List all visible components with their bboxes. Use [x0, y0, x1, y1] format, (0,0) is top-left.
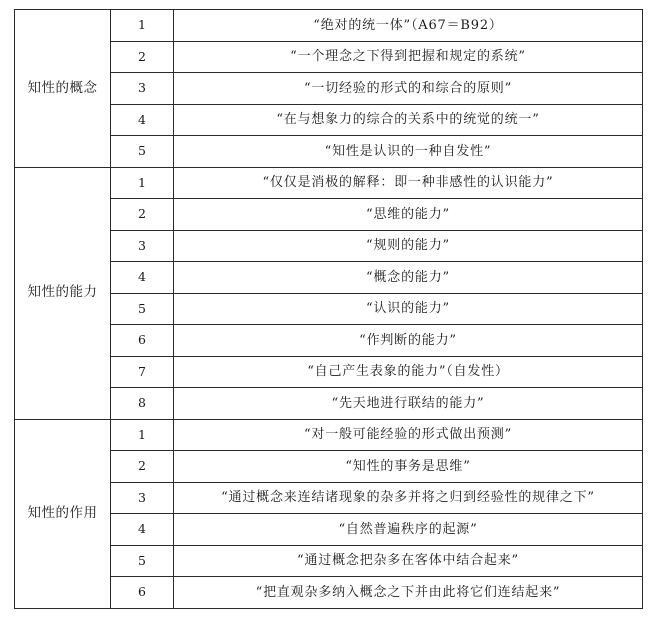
- row-number: 1: [111, 419, 174, 451]
- row-number: 2: [111, 199, 174, 231]
- row-description: “把直观杂多纳入概念之下并由此将它们连结起来”: [174, 577, 643, 609]
- category-cell-function: 知性的作用: [15, 419, 111, 608]
- table-row: [15, 10, 643, 42]
- row-number: 1: [111, 10, 174, 42]
- row-number: 5: [111, 545, 174, 577]
- concept-table: [14, 9, 643, 609]
- row-description: “仅仅是消极的解释：即一种非感性的认识能力”: [174, 167, 643, 199]
- row-description: “绝对的统一体”（A67＝B92）: [174, 10, 643, 42]
- row-number: 4: [111, 514, 174, 546]
- category-cell-ability: 知性的能力: [15, 167, 111, 419]
- row-description: “自己产生表象的能力”（自发性）: [174, 356, 643, 388]
- row-number: 3: [111, 73, 174, 105]
- row-description: “概念的能力”: [174, 262, 643, 294]
- category-cell-concept: 知性的概念: [15, 10, 111, 168]
- row-description: “知性是认识的一种自发性”: [174, 136, 643, 168]
- table-row: [15, 419, 643, 451]
- row-description: “通过概念把杂多在客体中结合起来”: [174, 545, 643, 577]
- row-number: 6: [111, 577, 174, 609]
- row-description: “一个理念之下得到把握和规定的系统”: [174, 41, 643, 73]
- row-description: “对一般可能经验的形式做出预测”: [174, 419, 643, 451]
- row-number: 5: [111, 136, 174, 168]
- row-description: “思维的能力”: [174, 199, 643, 231]
- row-number: 2: [111, 451, 174, 483]
- row-number: 3: [111, 230, 174, 262]
- row-number: 5: [111, 293, 174, 325]
- row-number: 1: [111, 167, 174, 199]
- row-description: “通过概念来连结诸现象的杂多并将之归到经验性的规律之下”: [174, 482, 643, 514]
- row-description: “知性的事务是思维”: [174, 451, 643, 483]
- row-description: “一切经验的形式的和综合的原则”: [174, 73, 643, 105]
- row-number: 3: [111, 482, 174, 514]
- row-number: 8: [111, 388, 174, 420]
- row-description: “先天地进行联结的能力”: [174, 388, 643, 420]
- row-number: 7: [111, 356, 174, 388]
- table-row: [15, 167, 643, 199]
- row-number: 2: [111, 41, 174, 73]
- row-number: 6: [111, 325, 174, 357]
- row-number: 4: [111, 262, 174, 294]
- row-description: “认识的能力”: [174, 293, 643, 325]
- row-description: “在与想象力的综合的关系中的统觉的统一”: [174, 104, 643, 136]
- row-description: “规则的能力”: [174, 230, 643, 262]
- row-description: “作判断的能力”: [174, 325, 643, 357]
- row-number: 4: [111, 104, 174, 136]
- row-description: “自然普遍秩序的起源”: [174, 514, 643, 546]
